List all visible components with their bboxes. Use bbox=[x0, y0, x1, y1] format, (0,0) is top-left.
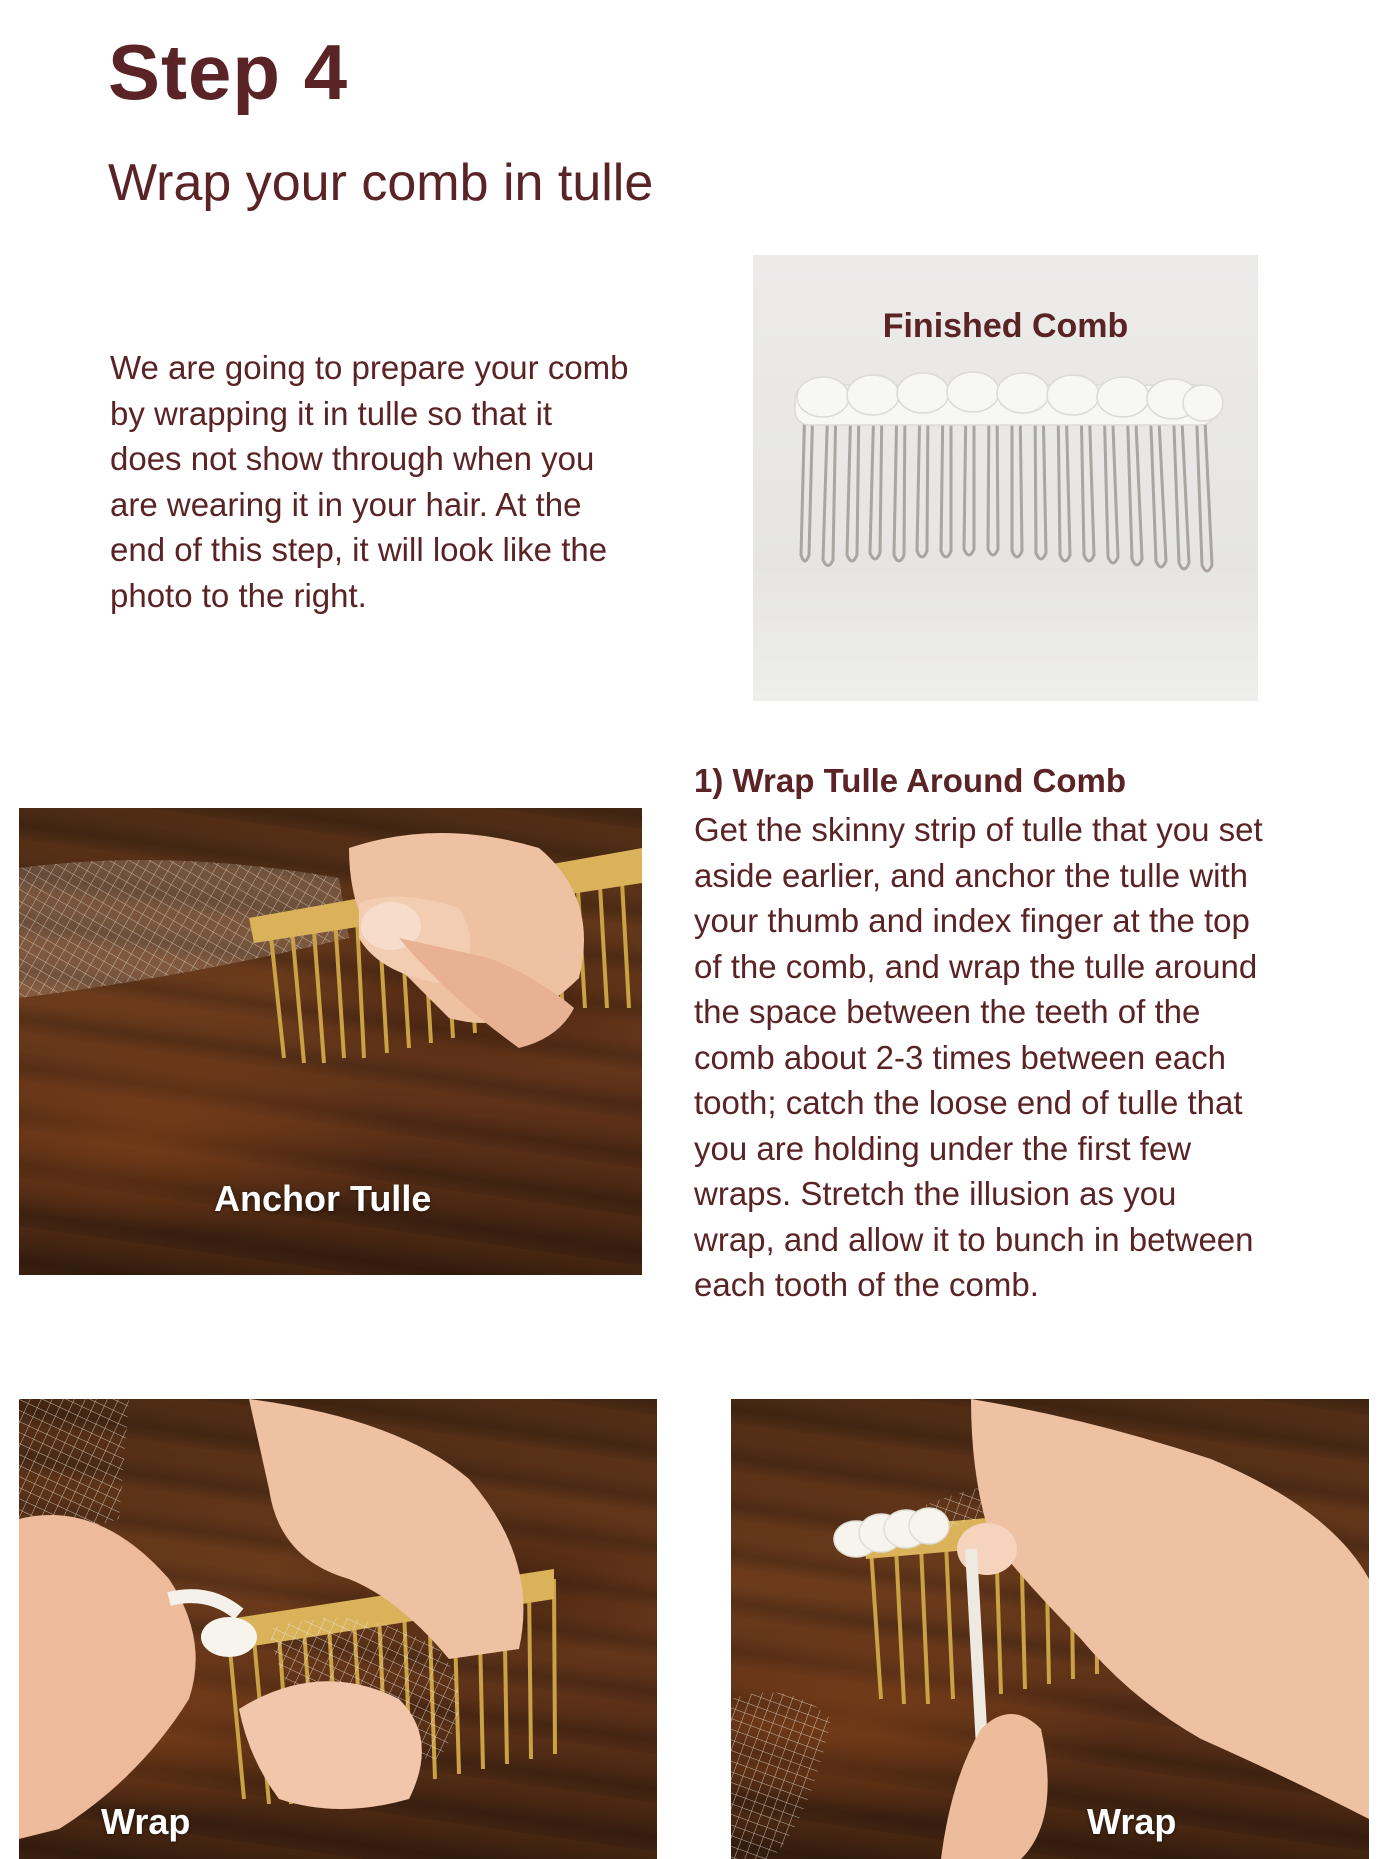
finished-comb-illustration bbox=[753, 255, 1258, 701]
anchor-tulle-caption: Anchor Tulle bbox=[214, 1178, 432, 1219]
finished-comb-label: Finished Comb bbox=[882, 307, 1129, 345]
wrap-photo-left bbox=[19, 1399, 657, 1859]
step1-body: Get the skinny strip of tulle that you set aside earlier, and anchor the tulle with your thumb and index finger at the top of the comb, and wrap the tulle around the space between the teeth of the comb about 2-3 times between each tooth; catch the loose end of tulle that you are holding under the first few wraps. Stretch the illusion as you wrap, and allow it to bunch in between each tooth of the comb. bbox=[694, 811, 1263, 1303]
wrap-left-illustration bbox=[19, 1399, 657, 1859]
finished-comb-photo bbox=[753, 255, 1258, 701]
step1-heading: 1) Wrap Tulle Around Comb bbox=[694, 762, 1127, 799]
page-title: Step 4 bbox=[108, 28, 349, 116]
wrap-right-caption: Wrap bbox=[1087, 1801, 1177, 1842]
anchor-tulle-photo bbox=[19, 808, 642, 1275]
intro-paragraph: We are going to prepare your comb by wrapping it in tulle so that it does not show through when you are wearing it in your hair. At the end of this step, it will look like the photo to the right. bbox=[110, 349, 629, 614]
wrap-left-caption: Wrap bbox=[101, 1801, 191, 1842]
page-subtitle: Wrap your comb in tulle bbox=[108, 154, 654, 212]
wrap-photo-right bbox=[731, 1399, 1369, 1859]
wrap-right-illustration bbox=[731, 1399, 1369, 1859]
